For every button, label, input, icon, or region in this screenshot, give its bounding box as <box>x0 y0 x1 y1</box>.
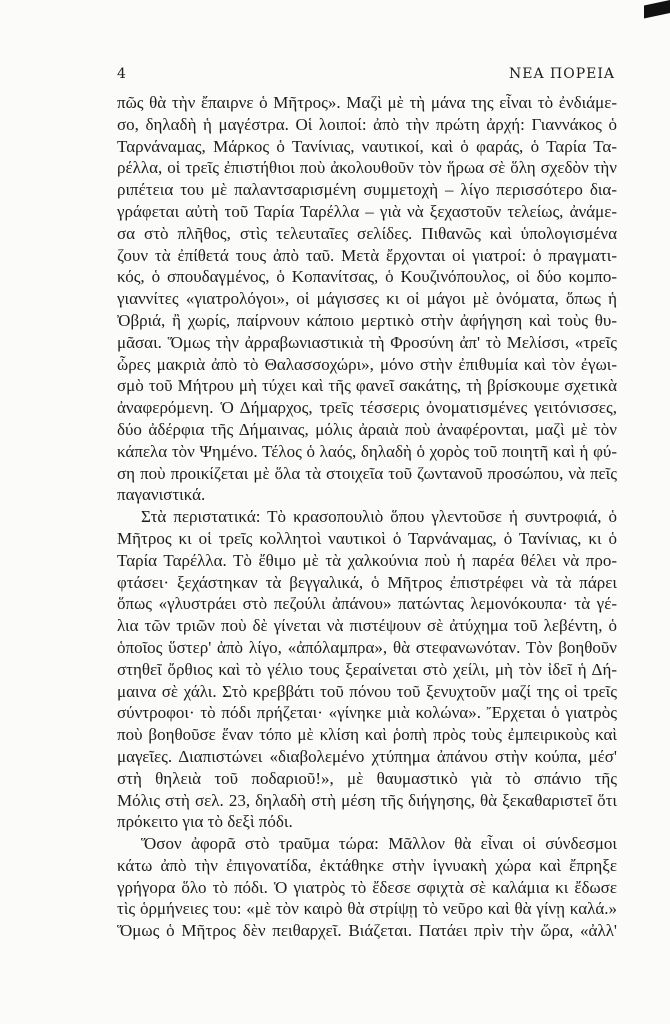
paragraph <box>117 833 617 942</box>
text-line: σα στὸ πλῆθος, στὶς τελευταῖες σελίδες. Πιθανῶς καὶ ὑπολογισμένα <box>117 223 617 243</box>
text-line: Ὅσον ἀφορᾶ στὸ τραῦμα τώρα: Μᾶλλον θὰ εἶναι οἱ σύνδεσμοι <box>141 834 617 854</box>
page-header <box>117 66 615 84</box>
text-line: γράφεται αὐτὴ τοῦ Ταρία Ταρέλλα – γιὰ νὰ ξεχαστοῦν τελείως, ἀνάμε- <box>117 201 617 221</box>
text-line: σμὸ τοῦ Μήτρου μὴ τύχει καὶ τῆς φανεῖ σακάτης, τὴ βρίσκουμε σχετικὰ <box>117 376 617 396</box>
text-line: Ὀβριά, ἢ χωρίς, παίρνουν κάποιο μερτικὸ στὴν ἀφήγηση καὶ τοὺς θυ- <box>117 310 617 330</box>
text-line: τὶς ὁρμήνειες του: «μὲ τὸν καιρὸ θὰ στρίψῃ τὸ νεῦρο καὶ θὰ γίνῃ καλά.» <box>117 899 617 919</box>
text-line: γρήγορα ὅλο τὸ πόδι. Ὁ γιατρὸς τὸ ἔδεσε σφιχτὰ σὲ καλάμια κι ἔδωσε <box>117 877 617 897</box>
paragraph <box>117 92 617 506</box>
paragraph <box>117 506 617 833</box>
text-line: κάπελα τὸν Ψημένο. Τέλος ὁ λαός, δηλαδὴ ὁ χορὸς τοῦ ποιητῆ καὶ ἡ φύ- <box>117 441 617 461</box>
scan-corner-mark <box>644 0 670 19</box>
text-line: σύντροφοι· τὸ πόδι πρήζεται· «γίνηκε μιὰ κολώνα». Ἔρχεται ὁ γιατρὸς <box>117 703 617 723</box>
text-line: ζουν τὰ ἐπίθετά τους ἀπὸ ταῦ. Μετὰ ἔρχονται οἱ γιατροί: ὁ πραγματι- <box>117 245 617 265</box>
text-line: ρέλλα, οἱ τρεῖς ἐπιστήθιοι ποὺ ἀκολουθοῦν τὸν ἥρωα σὲ ὅλη σχεδὸν τὴν <box>117 158 617 178</box>
text-line: Ὅμως ὁ Μῆτρος δὲν πειθαρχεῖ. Βιάζεται. Πατάει πρὶν τὴν ὥρα, «ἀλλ' <box>117 921 617 941</box>
text-line: ριπέτεια του μὲ παλαντσαρισμένη συμμετοχὴ – λίγο περισσότερο δια- <box>117 180 617 200</box>
page-number: 4 <box>117 66 127 82</box>
text-line: παγανιστικά. <box>117 485 206 505</box>
text-line: ὁποῖος ὕστερ' ἀπὸ λίγο, «ἀπόλαμπρα», θὰ στεφανωνόταν. Τὸν βοηθοῦν <box>117 637 617 657</box>
text-line: κός, ὁ σπουδαγμένος, ὁ Κοπανίτσας, ὁ Κουζινόπουλος, οἱ δύο κομπο- <box>117 267 617 287</box>
text-line: πρόκειτο για τὸ δεξὶ πόδι. <box>117 812 293 832</box>
running-title: ΝΕΑ ΠΟΡΕΙΑ <box>509 66 615 82</box>
text-line: ὧρες μακριὰ ἀπὸ τὸ Θαλασσοχώρι», μόνο στὴν ἐπιθυμία καὶ τὸν ἐγωι- <box>117 354 617 374</box>
text-line: ὅπως «γλυστράει στὸ πεζούλι ἀπάνου» πατώντας λεμονόκουπα· τὰ γέ- <box>117 594 617 614</box>
text-line: σο, δηλαδὴ ἡ μαγέστρα. Οἱ λοιποί: ἀπὸ τὴν πρώτη ἀρχή: Γιαννάκος ὁ <box>117 114 617 134</box>
text-line: ἀναφερόμενη. Ὁ Δήμαρχος, τρεῖς τέσσερις ὀνοματισμένες γειτόνισσες, <box>117 398 617 418</box>
text-line: λια τῶν τριῶν ποὺ δὲ γίνεται νὰ πιστέψουν σὲ ἀτύχημα τοῦ λεβέντη, ὁ <box>117 616 617 636</box>
text-line: Ταρία Ταρέλλα. Τὸ ἔθιμο μὲ τὰ χαλκούνια ποὺ ἡ παρέα θέλει νὰ προ- <box>117 550 617 570</box>
text-line: κάτω ἀπὸ τὴν ἐπιγονατίδα, ἐκτάθηκε στὴν ἰγνυακὴ χώρα καὶ ἔπρηξε <box>117 855 617 875</box>
text-line: μᾶσαι. Ὅμως τὴν ἀρραβωνιαστικιὰ τὴ Φροσύνη ἀπ' τὸ Μελίσσι, «τρεῖς <box>117 332 617 352</box>
text-line: μαγεῖες. Διαπιστώνει «διαβολεμένο χτύπημα ἀπάνου στὴν κούπα, μέσ' <box>117 746 617 766</box>
text-line: Μῆτρος κι οἱ τρεῖς κολλητοὶ ναυτικοὶ ὁ Ταρνάναμας, ὁ Τανίνιας, κι ὁ <box>117 528 617 548</box>
text-line: πῶς θὰ τὴν ἔπαιρνε ὁ Μῆτρος». Μαζὶ μὲ τὴ μάνα της εἶναι τὸ ἐνδιάμε- <box>117 93 617 112</box>
text-line: μαινα σὲ χάλι. Στὸ κρεββάτι τοῦ πόνου τοῦ ξενυχτοῦν μαζί της οἱ τρεῖς <box>117 681 617 701</box>
text-line: ση ποὺ προικίζεται μὲ ὅλα τὰ στοιχεῖα τοῦ ζωντανοῦ προσώπου, νὰ πεῖς <box>117 463 617 483</box>
text-line: Στὰ περιστατικά: Τὸ κρασοπουλιὸ ὅπου γλεντοῦσε ἡ συντροφιά, ὁ <box>141 507 617 527</box>
text-line: ποὺ βοηθοῦσε ἕναν τόπο μὲ κλίση καὶ ῥοπὴ πρὸς τοὺς ἐμπειρικοὺς καὶ <box>117 725 617 745</box>
body-text <box>117 92 617 942</box>
text-line: φτάσει· ξεχάστηκαν τὰ βεγγαλικά, ὁ Μῆτρος ἐπιστρέφει νὰ τὰ πάρει <box>117 572 617 592</box>
text-line: δύο ἀδέρφια τῆς Δήμαινας, μόλις ἀραιὰ ποὺ ἀναφέρονται, μαζὶ μὲ τὸν <box>117 419 617 439</box>
text-line: γιαννίτες «γιατρολόγοι», οἱ μάγισσες κι οἱ μάγοι μὲ ὀνόματα, ὅπως ἡ <box>117 289 617 309</box>
text-line: στηθεῖ ὄρθιος καὶ τὸ γέλιο τους ξεραίνεται στὸ χείλι, μὴ τὸν ἰδεῖ ἡ Δή- <box>117 659 617 679</box>
text-line: στὴ θηλειὰ τοῦ ποδαριοῦ!», μὲ θαυμαστικὸ γιὰ τὸ σπάνιο τῆς <box>117 768 617 788</box>
text-line: Ταρνάναμας, Μάρκος ὁ Τανίνιας, ναυτικοί, καὶ ὁ φαράς, ὁ Ταρία Τα- <box>117 136 617 156</box>
text-line: Μόλις στὴ σελ. 23, δηλαδὴ στὴ μέση τῆς διήγησης, θὰ ξεκαθαριστεῖ ὅτι <box>117 790 617 810</box>
